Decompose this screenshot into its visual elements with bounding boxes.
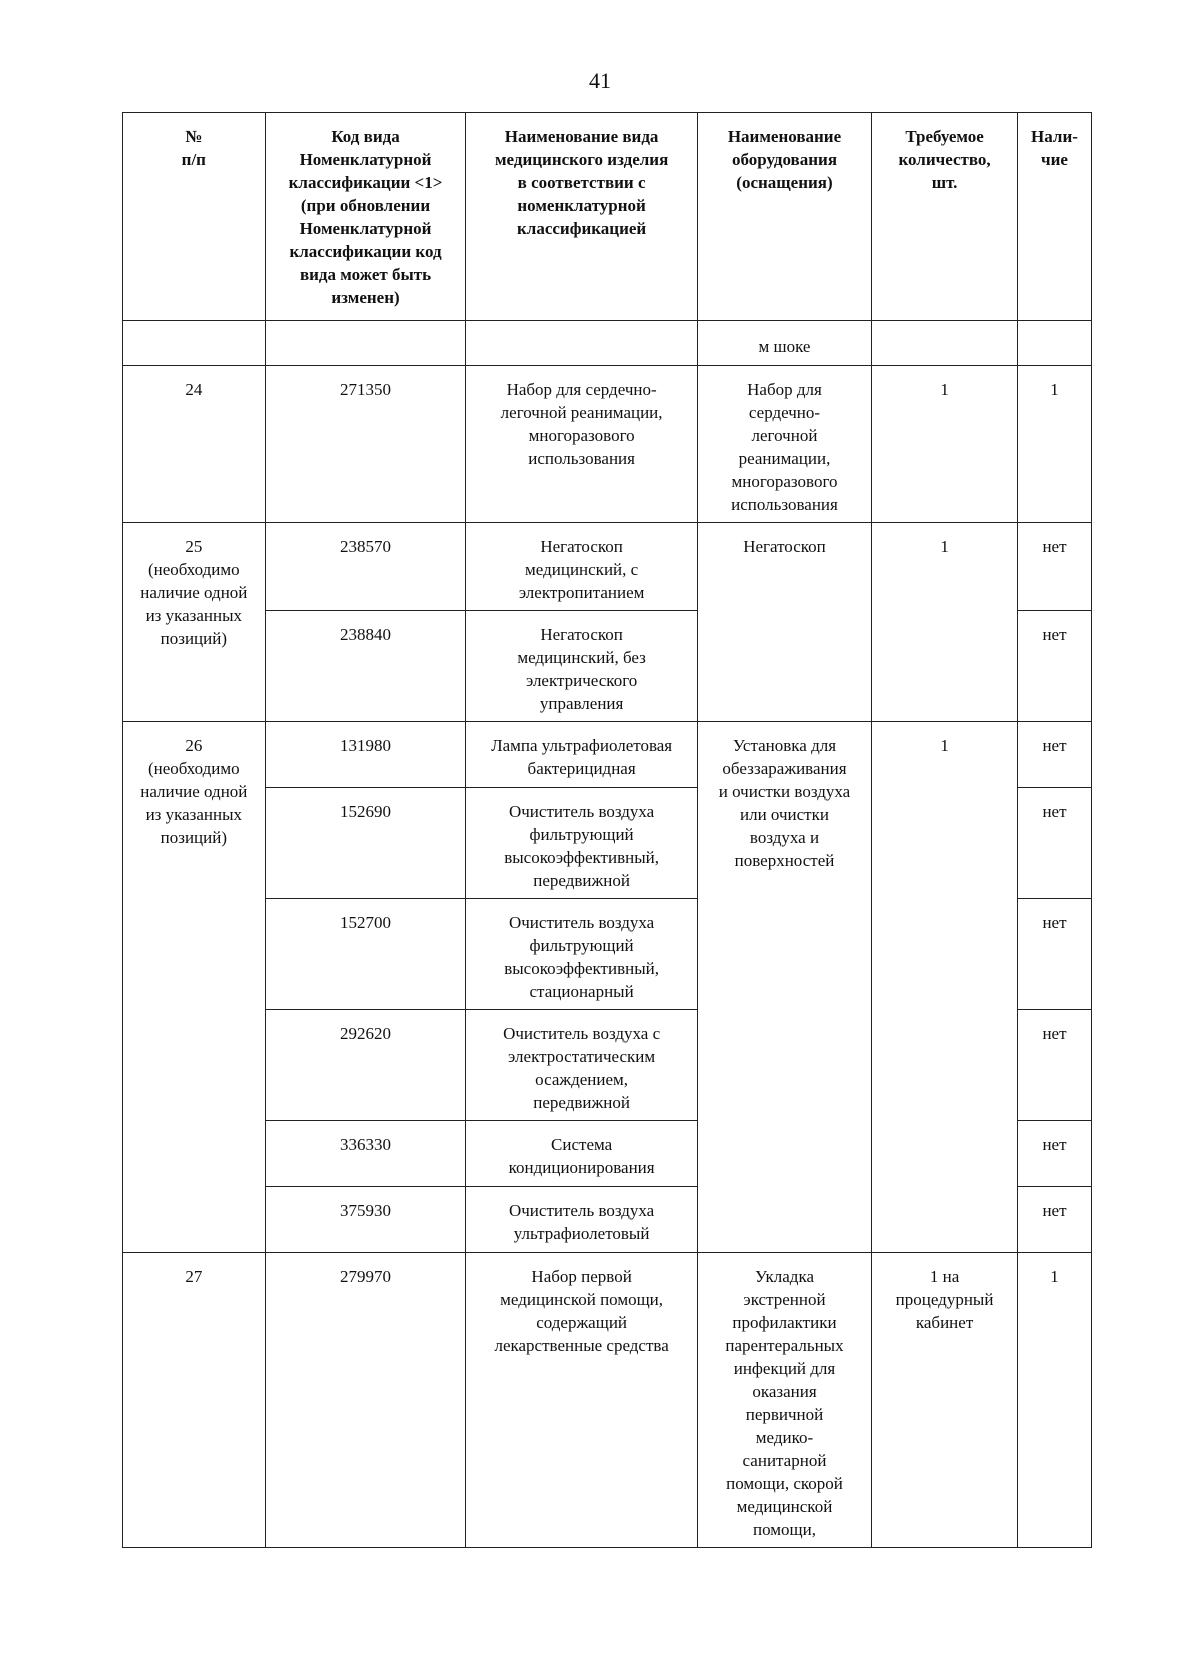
cell-availability: 1 <box>1017 1253 1091 1548</box>
header-equipment: Наименование оборудования (оснащения) <box>697 113 871 321</box>
cell-equipment: Негатоскоп <box>697 523 871 722</box>
cell-name-kind: Очиститель воздуха с электростатическим осаждением, передвижной <box>466 1010 697 1121</box>
header-qty: Требуемое количество, шт. <box>872 113 1018 321</box>
cell-equipment: Укладка экстренной профилактики парентеральных инфекций для оказания первичной медико- санитарной помощи, скорой медицинской помощи, <box>697 1253 871 1548</box>
cell-code: 279970 <box>265 1253 466 1548</box>
cell-name-kind: Набор для сердечно- легочной реанимации, многоразового использования <box>466 366 697 523</box>
cell-availability: нет <box>1017 788 1091 899</box>
cell-name-kind: Набор первой медицинской помощи, содержащий лекарственные средства <box>466 1253 697 1548</box>
header-code: Код вида Номенклатурной классификации <1> (при обновлении Номенклатурной классификации код вида может быть изменен) <box>265 113 466 321</box>
cell-empty <box>872 321 1018 366</box>
cell-qty: 1 <box>872 722 1018 1253</box>
cell-code: 271350 <box>265 366 466 523</box>
cell-name-kind: Лампа ультрафиолетовая бактерицидная <box>466 722 697 788</box>
cell-equipment: Набор для сердечно- легочной реанимации, многоразового использования <box>697 366 871 523</box>
cell-availability: нет <box>1017 611 1091 722</box>
cell-empty <box>1017 321 1091 366</box>
cell-availability: нет <box>1017 1010 1091 1121</box>
cell-availability: нет <box>1017 1121 1091 1187</box>
cell-qty: 1 <box>872 523 1018 722</box>
cell-name-kind: Очиститель воздуха ультрафиолетовый <box>466 1187 697 1253</box>
cell-name-kind: Очиститель воздуха фильтрующий высокоэффективный, стационарный <box>466 899 697 1010</box>
cell-name-kind: Негатоскоп медицинский, без электрического управления <box>466 611 697 722</box>
header-num: № п/п <box>123 113 266 321</box>
page-number: 41 <box>589 68 611 93</box>
cell-name-kind: Система кондиционирования <box>466 1121 697 1187</box>
header-availability: Нали- чие <box>1017 113 1091 321</box>
table-header-row <box>123 113 1092 321</box>
cell-equipment: Установка для обеззараживания и очистки воздуха или очистки воздуха и поверхностей <box>697 722 871 1253</box>
cell-code: 292620 <box>265 1010 466 1121</box>
table-row <box>123 523 1092 611</box>
continuation-row <box>123 321 1092 366</box>
cell-empty <box>466 321 697 366</box>
cell-name-kind: Негатоскоп медицинский, с электропитанием <box>466 523 697 611</box>
cell-availability: нет <box>1017 722 1091 788</box>
cell-availability: нет <box>1017 523 1091 611</box>
cell-code: 336330 <box>265 1121 466 1187</box>
table-row <box>123 1253 1092 1548</box>
equipment-table <box>122 112 1092 1548</box>
cell-code: 131980 <box>265 722 466 788</box>
cell-qty: 1 <box>872 366 1018 523</box>
cell-availability: нет <box>1017 1187 1091 1253</box>
cell-empty <box>123 321 266 366</box>
cell-availability: 1 <box>1017 366 1091 523</box>
cell-availability: нет <box>1017 899 1091 1010</box>
table-row <box>123 366 1092 523</box>
cell-qty: 1 на процедурный кабинет <box>872 1253 1018 1548</box>
cell-name-kind: Очиститель воздуха фильтрующий высокоэффективный, передвижной <box>466 788 697 899</box>
cell-num: 24 <box>123 366 266 523</box>
cell-equipment: м шоке <box>697 321 871 366</box>
cell-code: 152700 <box>265 899 466 1010</box>
cell-code: 238570 <box>265 523 466 611</box>
table-row <box>123 722 1092 788</box>
cell-num: 27 <box>123 1253 266 1548</box>
cell-code: 375930 <box>265 1187 466 1253</box>
cell-num: 25 (необходимо наличие одной из указанных позиций) <box>123 523 266 722</box>
cell-num: 26 (необходимо наличие одной из указанных позиций) <box>123 722 266 1253</box>
header-name-kind: Наименование вида медицинского изделия в соответствии с номенклатурной классификацией <box>466 113 697 321</box>
cell-code: 238840 <box>265 611 466 722</box>
cell-code: 152690 <box>265 788 466 899</box>
cell-empty <box>265 321 466 366</box>
